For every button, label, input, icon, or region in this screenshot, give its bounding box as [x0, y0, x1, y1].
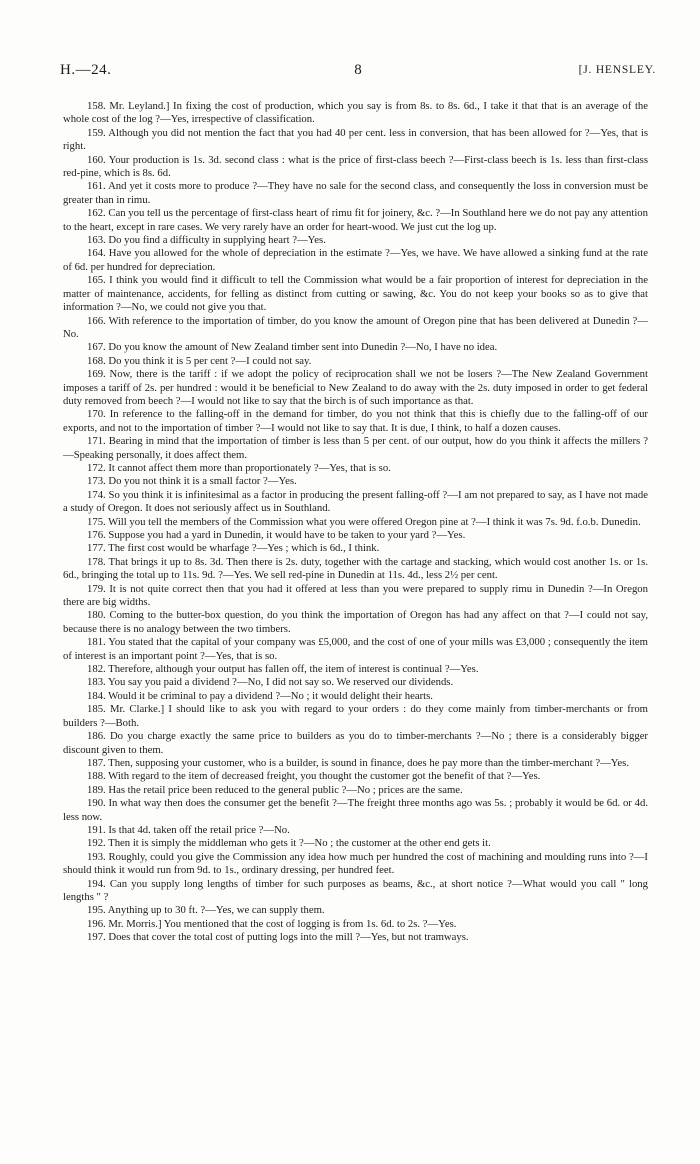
question-paragraph: 181. You stated that the capital of your company was £5,000, and the cost of one of your mills was £3,000 ; consequently the item of interest is an important point ?—Yes, that is so.: [63, 636, 648, 662]
question-paragraph: 188. With regard to the item of decreased freight, you thought the customer got the benefit of that ?—Yes.: [87, 770, 541, 783]
question-paragraph: 177. The first cost would be wharfage ?—Yes ; which is 6d., I think.: [87, 542, 380, 555]
question-paragraph: 186. Do you charge exactly the same price to builders as you do to timber-merchants ?—No ; there is a considerably bigger discount given to them.: [63, 730, 648, 756]
page-header: [60, 62, 656, 84]
question-paragraph: 160. Your production is 1s. 3d. second class : what is the price of first-class beech ?—First-class beech is 1s. less than first-class red-pine, which is 8s. 6d.: [63, 153, 648, 180]
question-paragraph: 187. Then, supposing your customer, who is a builder, is sound in finance, does he pay more than the timber-merchant ?—Yes.: [87, 756, 630, 769]
question-paragraph: 166. With reference to the importation of timber, do you know the amount of Oregon pine that has been delivered at Dunedin ?—No.: [63, 314, 648, 340]
question-paragraph: 163. Do you find a difficulty in supplying heart ?—Yes.: [87, 234, 326, 247]
question-paragraph: 182. Therefore, although your output has fallen off, the item of interest is continual ?—Yes.: [87, 663, 479, 676]
question-paragraph: 176. Suppose you had a yard in Dunedin, it would have to be taken to your yard ?—Yes.: [87, 529, 466, 541]
question-paragraph: 189. Has the retail price been reduced to the general public ?—No ; prices are the same.: [87, 783, 463, 796]
question-paragraph: 175. Will you tell the members of the Commission what you were offered Oregon pine at ?—I think it was 7s. 9d. f.o.b. Dunedin.: [87, 515, 641, 528]
paper-reference: H.—24.: [60, 62, 112, 78]
question-paragraph: 185. Mr. Clarke.] I should like to ask you with regard to your orders : do they come mainly from timber-merchants or from builders ?—Both.: [63, 703, 648, 729]
question-paragraph: 171. Bearing in mind that the importation of timber is less than 5 per cent. of our output, how do you think it affects the millers ?—Speaking personally, it does affect them.: [63, 435, 648, 461]
question-paragraph: 173. Do you not think it is a small factor ?—Yes.: [87, 475, 297, 488]
question-paragraph: 172. It cannot affect them more than proportionately ?—Yes, that is so.: [87, 461, 391, 474]
question-paragraph: 190. In what way then does the consumer get the benefit ?—The freight three months ago was 5s. ; probably it would be 6d. or 4d. less now.: [63, 797, 648, 823]
question-paragraph: 164. Have you allowed for the whole of depreciation in the estimate ?—Yes, we have. We have allowed a sinking fund at the rate of 6d. per hundred for depreciation.: [63, 247, 648, 273]
question-paragraph: 180. Coming to the butter-box question, do you think the importation of Oregon has had any affect on that ?—I could not say, because there is no analogy between the two timbers.: [63, 609, 648, 635]
question-paragraph: 174. So you think it is infinitesimal as a factor in producing the present falling-off ?—I am not prepared to say, as I have not made a study of Oregon. It does not seriously affect us in Southland.: [63, 488, 648, 515]
question-paragraph: 167. Do you know the amount of New Zealand timber sent into Dunedin ?—No, I have no idea.: [87, 341, 498, 354]
question-paragraph: 191. Is that 4d. taken off the retail price ?—No.: [87, 823, 290, 836]
question-paragraph: 192. Then it is simply the middleman who gets it ?—No ; the customer at the other end gets it.: [87, 837, 491, 850]
question-paragraph: 194. Can you supply long lengths of timber for such purposes as beams, &c., at short notice ?—What would you call " long lengths " ?: [63, 877, 648, 903]
question-paragraph: 159. Although you did not mention the fact that you had 40 per cent. less in conversion, that has been allowed for ?—Yes, that is right.: [63, 126, 648, 153]
question-paragraph: 178. That brings it up to 8s. 3d. Then there is 2s. duty, together with the cartage and stacking, which would cost another 1s. or 1s. 6d., bringing the total up to 11s. 9d. ?—Yes. We sell red-pine in Dunedin at 11s. 4d., less 2½ per cent.: [63, 555, 648, 582]
question-paragraph: 197. Does that cover the total cost of putting logs into the mill ?—Yes, but not tramways.: [87, 931, 469, 944]
question-paragraph: 161. And yet it costs more to produce ?—They have no sale for the second class, and consequently the loss in conversion must be greater than in rimu.: [63, 180, 648, 206]
question-paragraph: 196. Mr. Morris.] You mentioned that the cost of logging is from 1s. 6d. to 2s. ?—Yes.: [87, 917, 457, 930]
question-paragraph: 158. Mr. Leyland.] In fixing the cost of production, which you say is from 8s. to 8s. 6d., I take it that that is an average of the whole cost of the log ?—Yes, irrespective of classification.: [63, 100, 648, 126]
question-paragraph: 195. Anything up to 30 ft. ?—Yes, we can supply them.: [87, 904, 325, 917]
question-paragraph: 184. Would it be criminal to pay a dividend ?—No ; it would delight their hearts.: [87, 689, 433, 702]
question-paragraph: 165. I think you would find it difficult to tell the Commission what would be a fair proportion of interest for depreciation in the matter of maintenance, accidents, for felling as distinct from cutting or sawing, &c. You do not keep your books so as to give that information ?—No, we could not give you that.: [63, 274, 648, 314]
question-paragraph: 169. Now, there is the tariff : if we adopt the policy of reciprocation shall we not be losers ?—The New Zealand Government imposes a tariff of 2s. per hundred : would it be beneficial to New Zealand to do away with the 2s. duty imposed in order to get federal duty removed from beech ?—I would not like to say that the birch is of such importance as that.: [63, 368, 648, 407]
question-paragraph: 183. You say you paid a dividend ?—No, I did not say so. We reserved our dividends.: [87, 676, 454, 689]
question-paragraph: 162. Can you tell us the percentage of first-class heart of rimu fit for joinery, &c. ?—In Southland here we do not pay any attention to the heart, except in rare cases. We very rarely have an order for heart-wood. We just cut the log up.: [63, 207, 648, 233]
question-paragraph: 179. It is not quite correct then that you had it offered at less than you were prepared to supply rimu in Dunedin ?—In Oregon there are big widths.: [63, 582, 648, 609]
question-paragraph: 193. Roughly, could you give the Commission any idea how much per hundred the cost of machining and moulding runs into ?—I should think it would run from 9d. to 1s., ordinary dressing, per hundred feet.: [63, 850, 648, 877]
question-paragraph: 168. Do you think it is 5 per cent ?—I could not say.: [87, 354, 312, 367]
question-paragraph: 170. In reference to the falling-off in the demand for timber, do you not think that this is chiefly due to the falling-off of our exports, and not to the importation of timber ?—I would not like to say that. It is due, I think, to half a dozen causes.: [63, 408, 648, 434]
witness-name: [J. HENSLEY.: [578, 64, 656, 76]
page-number: 8: [354, 62, 362, 78]
testimony-body: [63, 100, 648, 945]
